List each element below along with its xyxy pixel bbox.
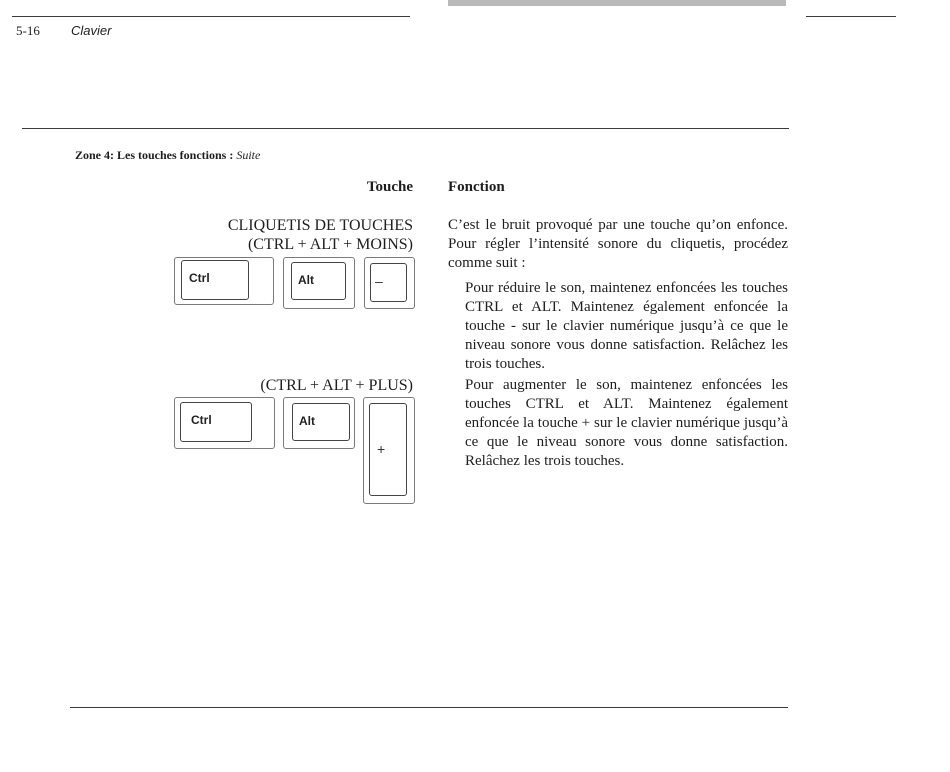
key-combo-plus: (CTRL + ALT + PLUS) (260, 377, 413, 394)
ctrl-key-label: Ctrl (189, 271, 210, 285)
alt-key-label-2: Alt (299, 414, 315, 428)
minus-key-illustration (364, 257, 415, 309)
section-rule (22, 128, 789, 129)
footer-rule (70, 707, 788, 708)
section-title-suffix: Suite (236, 148, 261, 162)
ctrl-key-illustration (174, 257, 274, 305)
ctrl-key-illustration-2 (174, 397, 275, 449)
plus-key-illustration (363, 397, 415, 504)
section-title-text: Zone 4: Les touches fonctions : (75, 148, 234, 162)
page-number: 5-16 (16, 23, 40, 38)
column-header-key: Touche (366, 179, 413, 195)
section-title (75, 148, 260, 163)
minus-key-label: – (375, 273, 383, 289)
alt-key-illustration-2 (283, 397, 355, 449)
plus-key-label: + (377, 441, 386, 457)
function-intro: C’est le bruit provoqué par une touche qu’on enfonce. Pour régler l’intensité sonore du cliquetis, procédez comme suit : (448, 217, 788, 271)
function-increase: Pour augmenter le son, maintenez enfoncées les touches CTRL et ALT. Maintenez également enfoncée la touche + sur le clavier numérique jusqu’à ce que le niveau sonore vous donne satisfaction. Relâchez les trois touches. (465, 377, 788, 469)
key-combo-minus: (CTRL + ALT + MOINS) (247, 236, 413, 253)
chapter-title: Clavier (71, 23, 112, 38)
header-grey-bar (448, 0, 786, 6)
key-name: CLIQUETIS DE TOUCHES (227, 217, 413, 234)
header-rule-right (806, 16, 896, 17)
function-reduce: Pour réduire le son, maintenez enfoncées les touches CTRL et ALT. Maintenez également enfoncée la touche - sur le clavier numérique jusqu’à ce que le niveau sonore vous donne satisfaction. Relâchez les trois touches. (465, 280, 788, 372)
header-rule-left (12, 16, 410, 17)
column-header-function: Fonction (448, 179, 505, 195)
alt-key-illustration (283, 257, 355, 309)
ctrl-key-label-2: Ctrl (191, 413, 212, 427)
alt-key-label: Alt (298, 273, 314, 287)
